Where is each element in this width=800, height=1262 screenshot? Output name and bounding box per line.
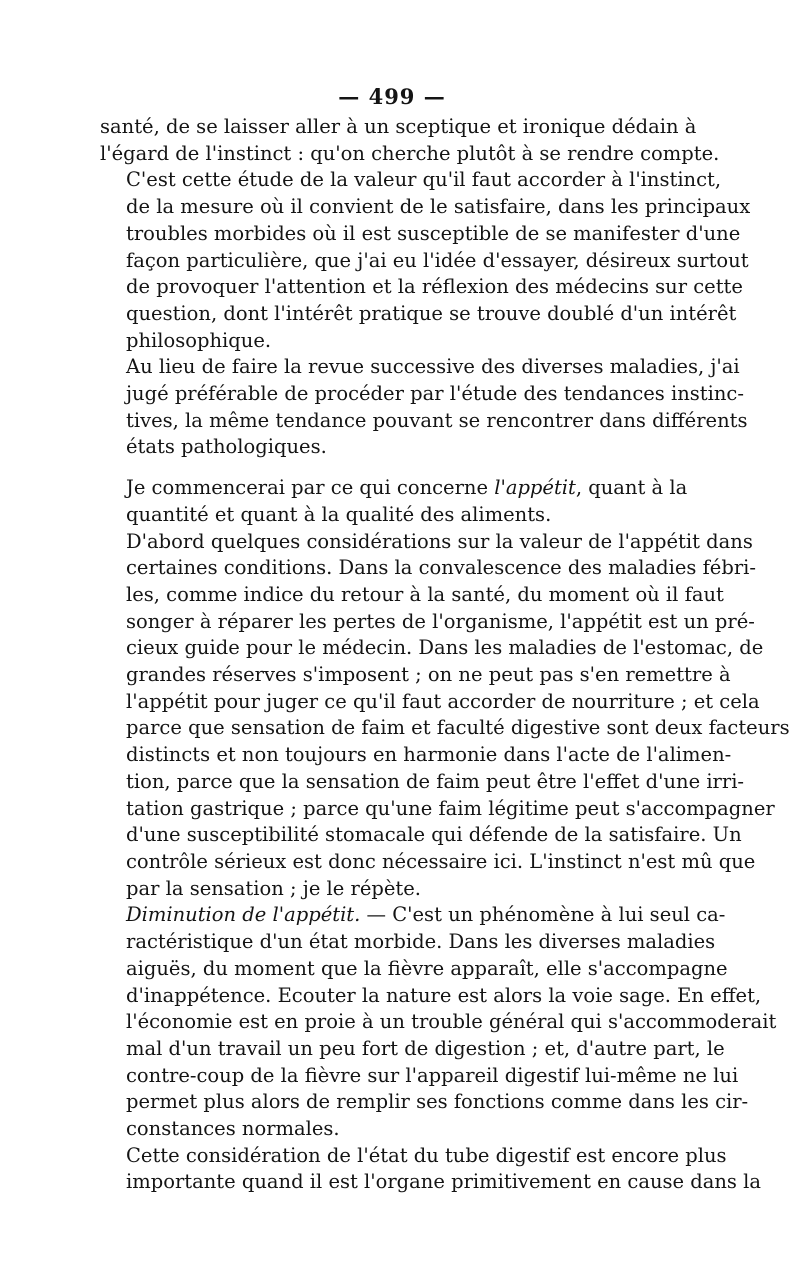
text-line: jugé préférable de procéder par l'étude des tendances instinc- — [126, 382, 744, 406]
text-line: aiguës, du moment que la fièvre apparaît, elle s'accompagne — [126, 956, 728, 980]
text-line: d'une susceptibilité stomacale qui défende de la satisfaire. Un — [126, 823, 742, 847]
text-line: question, dont l'intérêt pratique se trouve doublé d'un intérêt — [126, 301, 737, 325]
text-line: par la sensation ; je le répète. — [126, 876, 421, 900]
text-line: l'appétit pour juger ce qu'il faut accorder de nourriture ; et cela — [126, 689, 760, 713]
paragraph — [100, 475, 688, 528]
text-line: de provoquer l'attention et la réflexion des médecins sur cette — [126, 275, 743, 299]
text-line: C'est cette étude de la valeur qu'il faut accorder à l'instinct, — [126, 168, 722, 192]
paragraph — [100, 167, 751, 354]
text-line: l'économie est en proie à un trouble général qui s'accommoderait — [126, 1010, 777, 1034]
text-line: troubles morbides où il est susceptible de se manifester d'une — [126, 221, 741, 245]
text-line: les, comme indice du retour à la santé, du moment où il faut — [126, 582, 724, 606]
text-line: grandes réserves s'imposent ; on ne peut pas s'en remettre à — [126, 663, 731, 687]
text-line: philosophique. — [126, 328, 272, 352]
text-line: Diminution de l'appétit. — C'est un phénomène à lui seul ca- — [126, 903, 726, 927]
body-text — [100, 114, 790, 1196]
paragraph — [100, 902, 777, 1142]
text-line: l'égard de l'instinct : qu'on cherche plutôt à se rendre compte. — [100, 141, 720, 165]
text-line: certaines conditions. Dans la convalescence des maladies fébri- — [126, 556, 756, 580]
text-line: songer à réparer les pertes de l'organisme, l'appétit est un pré- — [126, 609, 755, 633]
text-line: d'inappétence. Ecouter la nature est alors la voie sage. En effet, — [126, 983, 762, 1007]
paragraph — [100, 529, 790, 903]
text-line: D'abord quelques considérations sur la valeur de l'appétit dans — [126, 529, 753, 553]
text-line: distincts et non toujours en harmonie dans l'acte de l'alimen- — [126, 743, 732, 767]
text-line: parce que sensation de faim et faculté digestive sont deux facteurs — [126, 716, 790, 740]
text-line: de la mesure où il convient de le satisfaire, dans les principaux — [126, 195, 751, 219]
text-line: constances normales. — [126, 1117, 340, 1141]
text-line: quantité et quant à la qualité des aliments. — [126, 502, 552, 526]
text-line: tives, la même tendance pouvant se rencontrer dans différents — [126, 408, 748, 432]
text-line: santé, de se laisser aller à un sceptique et ironique dédain à — [100, 115, 697, 138]
text-line: ractéristique d'un état morbide. Dans les diverses maladies — [126, 930, 716, 954]
text-line: façon particulière, que j'ai eu l'idée d'essayer, désireux surtout — [126, 248, 749, 272]
text-line: Cette considération de l'état du tube digestif est encore plus — [126, 1143, 727, 1167]
book-page — [100, 84, 790, 1224]
text-line: permet plus alors de remplir ses fonctions comme dans les cir- — [126, 1090, 749, 1114]
paragraph — [100, 354, 748, 461]
text-line: cieux guide pour le médecin. Dans les maladies de l'estomac, de — [126, 636, 764, 660]
text-line: tation gastrique ; parce qu'une faim légitime peut s'accompagner — [126, 796, 775, 820]
text-line: Je commencerai par ce qui concerne l'appétit, quant à la — [126, 476, 688, 500]
text-line: importante quand il est l'organe primitivement en cause dans la — [126, 1170, 761, 1194]
paragraph — [100, 114, 720, 167]
text-line: mal d'un travail un peu fort de digestion ; et, d'autre part, le — [126, 1036, 725, 1060]
text-line: Au lieu de faire la revue successive des diverses maladies, j'ai — [126, 355, 740, 379]
text-line: contrôle sérieux est donc nécessaire ici. L'instinct n'est mû que — [126, 849, 756, 873]
paragraph — [100, 1143, 761, 1196]
text-line: contre-coup de la fièvre sur l'appareil digestif lui-même ne lui — [126, 1063, 739, 1087]
text-line: états pathologiques. — [126, 435, 327, 459]
page-number: — 499 — — [338, 84, 446, 109]
text-line: tion, parce que la sensation de faim peut être l'effet d'une irri- — [126, 769, 745, 793]
